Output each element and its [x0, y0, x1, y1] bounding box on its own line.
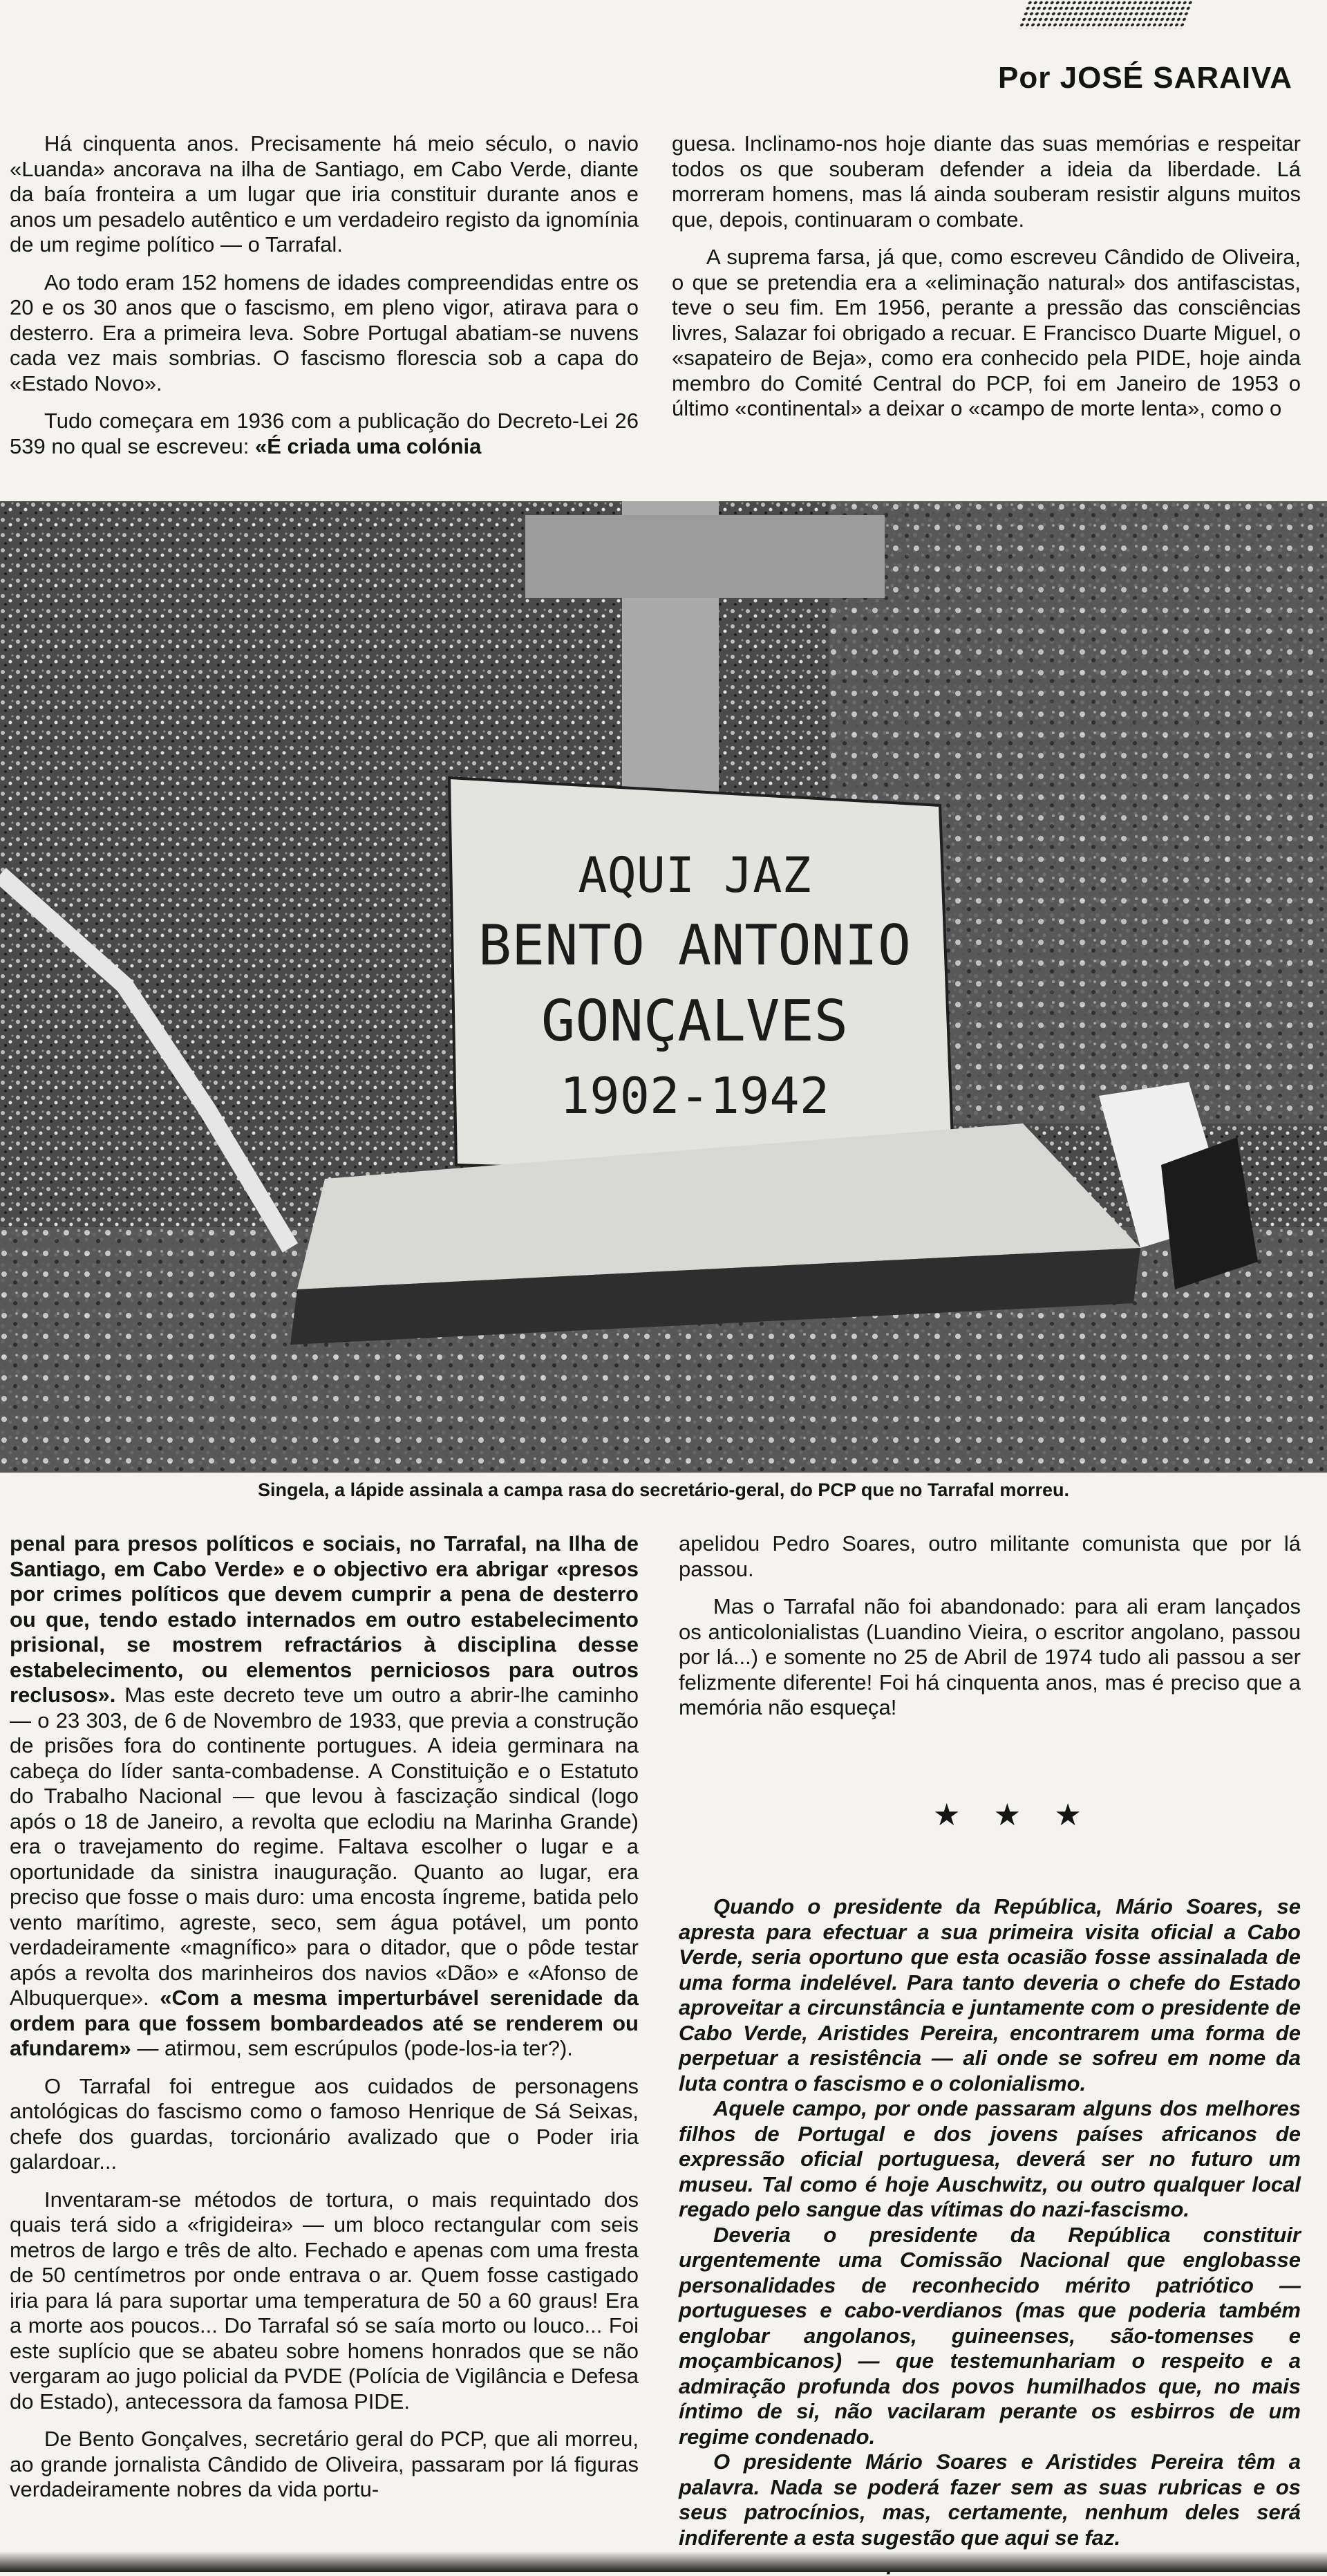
paragraph: Mas o Tarrafal não foi abandonado: para ali eram lançados os anticolonialistas (Luandino Vieira, o escritor angolano, passou por lá...) e somente no 25 de Abril de 1974 tudo ali passou a ser felizmente diferente! Foi há cinquenta anos, mas é preciso que a memória não esqueça! [679, 1594, 1301, 1719]
section-separator: ★ ★ ★ [933, 1798, 1094, 1832]
paragraph-text: — atirmou, sem escrúpulos (pode-los-ia ter?). [131, 2036, 573, 2060]
plaque-line-1: AQUI JAZ [578, 847, 811, 904]
grave-photo [0, 501, 1327, 1473]
paragraph [10, 1531, 639, 2062]
paragraph-text: Mas este decreto teve um outro a abrir-lhe caminho — o 23 303, de 6 de Novembro de 1933, que previa a construção de prisões fora do continente portugues. A ideia germinara na cabeça do líder santa-combadense. A Constituição e o Estatuto do Trabalho Nacional — que levou à fascização sindical (logo após o 18 de Janeiro, a revolta que eclodiu na Marinha Grande) era o travejamento do regime. Faltava escolher o lugar e a oportunidade da sinistra inauguração. Quanto ao lugar, era preciso que fosse o mais duro: uma encosta íngreme, batida pelo vento marítimo, agreste, seco, sem água potável, um ponto verdadeiramente «magnífico» para o ditador, que o pôde testar após a revolta dos marinheiros dos navios «Dão» e «Afonso de Albuquerque». [10, 1683, 639, 2010]
editorial-appeal [679, 1894, 1301, 2576]
decree-quote: «É criada uma colónia [255, 433, 482, 458]
plaque-line-2: BENTO ANTONIO [478, 913, 912, 978]
paragraph: Deveria o presidente da República constituir urgentemente uma Comissão Nacional que englobasse personalidades de reconhecido mérito patriótico — portugueses e cabo-verdianos (mas que poderia também englobar angolanos, guineenses, são-tomenses e moçambicanos) — que testemunhariam o respeito e a admiração profunda dos povos humilhados que, no mais íntimo de si, não vacilaram perante os esbirros de um regime condenado. [679, 2222, 1301, 2449]
paragraph: O presidente Mário Soares e Aristides Pereira têm a palavra. Nada se poderá fazer sem as suas rubricas e os seus patrocínios, mas, certamente, nenhum deles será indiferente a esta sugestão que aqui se faz. [679, 2449, 1301, 2550]
paragraph: A suprema farsa, já que, como escreveu Cândido de Oliveira, o que se pretendia era a «eliminação natural» dos antifascistas, teve o seu fim. Em 1956, perante a pressão das consciências livres, Salazar foi obrigado a recuar. E Francisco Duarte Miguel, o «sapateiro de Beja», como era conhecido pela PIDE, hoje ainda membro do Comité Central do PCP, foi em Janeiro de 1953 o último «continental» a deixar o «campo de morte lenta», como o [672, 245, 1301, 420]
byline: Por JOSÉ SARAIVA [998, 61, 1292, 95]
plaque-line-4: 1902-1942 [559, 1067, 830, 1125]
paragraph: apelidou Pedro Soares, outro militante comunista que por lá passou. [679, 1531, 1301, 1581]
scan-edge-shadow [0, 2551, 1327, 2572]
paragraph [10, 409, 639, 459]
paragraph-text: Tudo começara em 1936 com a publicação do Decreto-Lei 26 539 no qual se escreveu: [10, 409, 639, 458]
photo-caption: Singela, a lápide assinala a campa rasa do secretário-geral, do PCP que no Tarrafal morreu. [258, 1480, 1069, 1500]
paragraph: Há cinquenta anos. Precisamente há meio século, o navio «Luanda» ancorava na ilha de Santiago, em Cabo Verde, diante da baía fronteira a um lugar que iria constituir durante anos e anos um pesadelo autêntico e um verdadeiro registo da ignomínia de um regime político — o Tarrafal. [10, 131, 639, 256]
article-column-bottom-left [10, 1531, 639, 2515]
article-column-top-left [10, 131, 639, 472]
paragraph: Ao todo eram 152 homens de idades compreendidas entre os 20 e os 30 anos que o fascismo, em pleno vigor, atirava para o desterro. Era a primeira leva. Sobre Portugal abatiam-se nuvens cada vez mais sombrias. O fascismo florescia sob a capa do «Estado Novo». [10, 270, 639, 395]
halftone-corner-decoration [1017, 0, 1194, 29]
plaque-line-3: GONÇALVES [540, 989, 849, 1054]
paragraph: O Tarrafal foi entregue aos cuidados de personagens antológicas do fascismo como o famoso Henrique de Sá Seixas, chefe dos guardas, torcionário avalizado que o Poder iria galardoar... [10, 2073, 639, 2174]
paragraph: Inventaram-se métodos de tortura, o mais requintado dos quais terá sido a «frigideira» — um bloco rectangular com seis metros de largo e três de alto. Fechado e apenas com uma fresta de 50 centímetros por onde entrava o ar. Quem fosse castigado iria para lá para suportar uma temperatura de 50 a 60 graus! Era a morte aos poucos... Do Tarrafal só se saía morto ou louco... Foi este suplício que se abateu sobre homens honrados que se não vergaram ao jugo policial da PVDE (Polícia de Vigilância e Defesa do Estado), antecessora da famosa PIDE. [10, 2187, 639, 2414]
decree-quote: penal para presos políticos e sociais, no Tarrafal, na Ilha de Santiago, em Cabo Verde» e o objectivo era abrigar «presos por crimes políticos que devem cumprir a pena de desterro ou que, tendo estado internados em outro estabelecimento prisional, se mostrem refractários à disciplina desse estabelecimento, ou elementos perniciosos para outros reclusos». [10, 1531, 639, 1707]
article-column-bottom-right [679, 1531, 1301, 1733]
paragraph: guesa. Inclinamo-nos hoje diante das suas memórias e respeitar todos os que souberam defender a ideia da liberdade. Lá morreram homens, mas lá ainda souberam resistir alguns muitos que, depois, continuaram o combate. [672, 131, 1301, 232]
paragraph: Quando o presidente da República, Mário Soares, se apresta para efectuar a sua primeira visita oficial a Cabo Verde, seria oportuno que esta ocasião fosse assinalada de uma forma indelével. Para tanto deveria o chefe do Estado aproveitar a circunstância e juntamente com o presidente de Cabo Verde, Aristides Pereira, encontrarem uma forma de perpetuar a resistência — ali onde se sofreu em nome da luta contra o fascismo e o colonialismo. [679, 1894, 1301, 2096]
paragraph: De Bento Gonçalves, secretário geral do PCP, que ali morreu, ao grande jornalista Cândido de Oliveira, passaram por lá figuras verdadeiramente nobres da vida portu- [10, 2427, 639, 2501]
grave-photo-illustration [0, 501, 1327, 1473]
paragraph: Aquele campo, por onde passaram alguns dos melhores filhos de Portugal e dos jovens países africanos de expressão oficial portuguesa, deverá ser no futuro um museu. Tal como é hoje Auschwitz, ou outro qualquer local regado pelo sangue das vítimas do nazi-fascismo. [679, 2096, 1301, 2221]
cross-horizontal [525, 515, 885, 598]
article-column-top-right [672, 131, 1301, 434]
quote-bold: «Com a mesma imperturbável serenidade da ordem para que fossem bombardeados até se renderem ou afundarem» [10, 1986, 639, 2060]
